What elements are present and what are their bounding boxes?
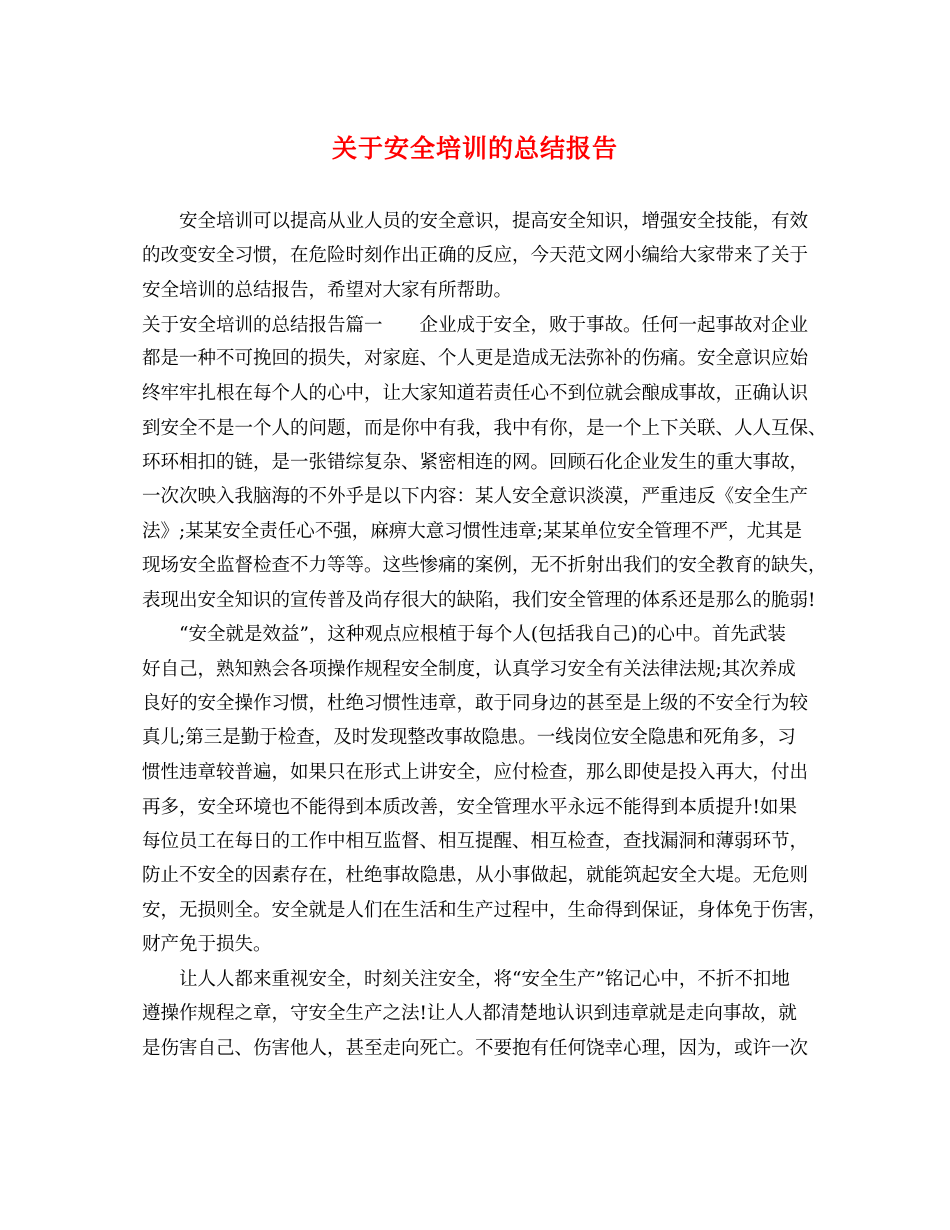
body-line: “安全就是效益”，这种观点应根植于每个人(包括我自己)的心中。首先武装: [179, 624, 786, 645]
body-line: 每位员工在每日的工作中相互监督、相互提醒、相互检查，查找漏洞和薄弱环节，: [142, 831, 809, 852]
body-line: 好自己，熟知熟会各项操作规程安全制度，认真学习安全有关法律法规;其次养成: [142, 659, 796, 680]
body-line: 现场安全监督检查不力等等。这些惨痛的案例，无不折射出我们的安全教育的缺失，: [142, 555, 827, 576]
body-line: 防止不安全的因素存在，杜绝事故隐患，从小事做起，就能筑起安全大堤。无危则: [142, 865, 809, 886]
body-line: 的改变安全习惯，在危险时刻作出正确的反应，今天范文网小编给大家带来了关于: [142, 245, 809, 266]
body-line: 终牢牢扎根在每个人的心中，让大家知道若责任心不到位就会酿成事故，正确认识: [142, 383, 809, 404]
body-line: 是伤害自己、伤害他人，甚至走向死亡。不要抱有任何饶幸心理，因为，或许一次: [142, 1038, 809, 1059]
body-line: 关于安全培训的总结报告篇一 企业成于安全，败于事故。任何一起事故对企业: [142, 315, 809, 336]
body-line: 法》;某某安全责任心不强，麻痹大意习惯性违章;某某单位安全管理不严，尤其是: [142, 521, 802, 542]
body-line: 真儿;第三是勤于检查，及时发现整改事故隐患。一线岗位安全隐患和死角多，习: [142, 727, 796, 748]
body-line: 让人人都来重视安全，时刻关注安全，将“安全生产”铭记心中，不折不扣地: [179, 969, 790, 990]
body-line: 惯性违章较普遍，如果只在形式上讲安全，应付检查，那么即使是投入再大，付出: [142, 762, 809, 783]
body-line: 表现出安全知识的宣传普及尚存很大的缺陷，我们安全管理的体系还是那么的脆弱!: [142, 590, 816, 611]
body-line: 都是一种不可挽回的损失，对家庭、个人更是造成无法弥补的伤痛。安全意识应始: [142, 348, 809, 369]
body-line: 良好的安全操作习惯，杜绝习惯性违章，敢于同身边的甚至是上级的不安全行为较: [142, 693, 809, 714]
body-line: 遵操作规程之章，守安全生产之法!让人人都清楚地认识到违章就是走向事故，就: [142, 1003, 797, 1024]
body-line: 安，无损则全。安全就是人们在生活和生产过程中，生命得到保证，身体免于伤害，: [142, 900, 827, 921]
body-line: 安全培训的总结报告，希望对大家有所帮助。: [142, 280, 513, 301]
body-line: 一次次映入我脑海的不外乎是以下内容：某人安全意识淡漠，严重违反《安全生产: [142, 486, 809, 507]
document-title: 关于安全培训的总结报告: [331, 134, 618, 163]
body-line: 安全培训可以提高从业人员的安全意识，提高安全知识，增强安全技能，有效: [179, 211, 809, 232]
body-line: 环环相扣的链，是一张错综复杂、紧密相连的网。回顾石化企业发生的重大事故，: [142, 452, 809, 473]
body-line: 到安全不是一个人的问题，而是你中有我，我中有你，是一个上下关联、人人互保、: [142, 418, 827, 439]
body-line: 再多，安全环境也不能得到本质改善，安全管理水平永远不能得到本质提升!如果: [142, 797, 797, 818]
body-line: 财产免于损失。: [142, 934, 272, 955]
